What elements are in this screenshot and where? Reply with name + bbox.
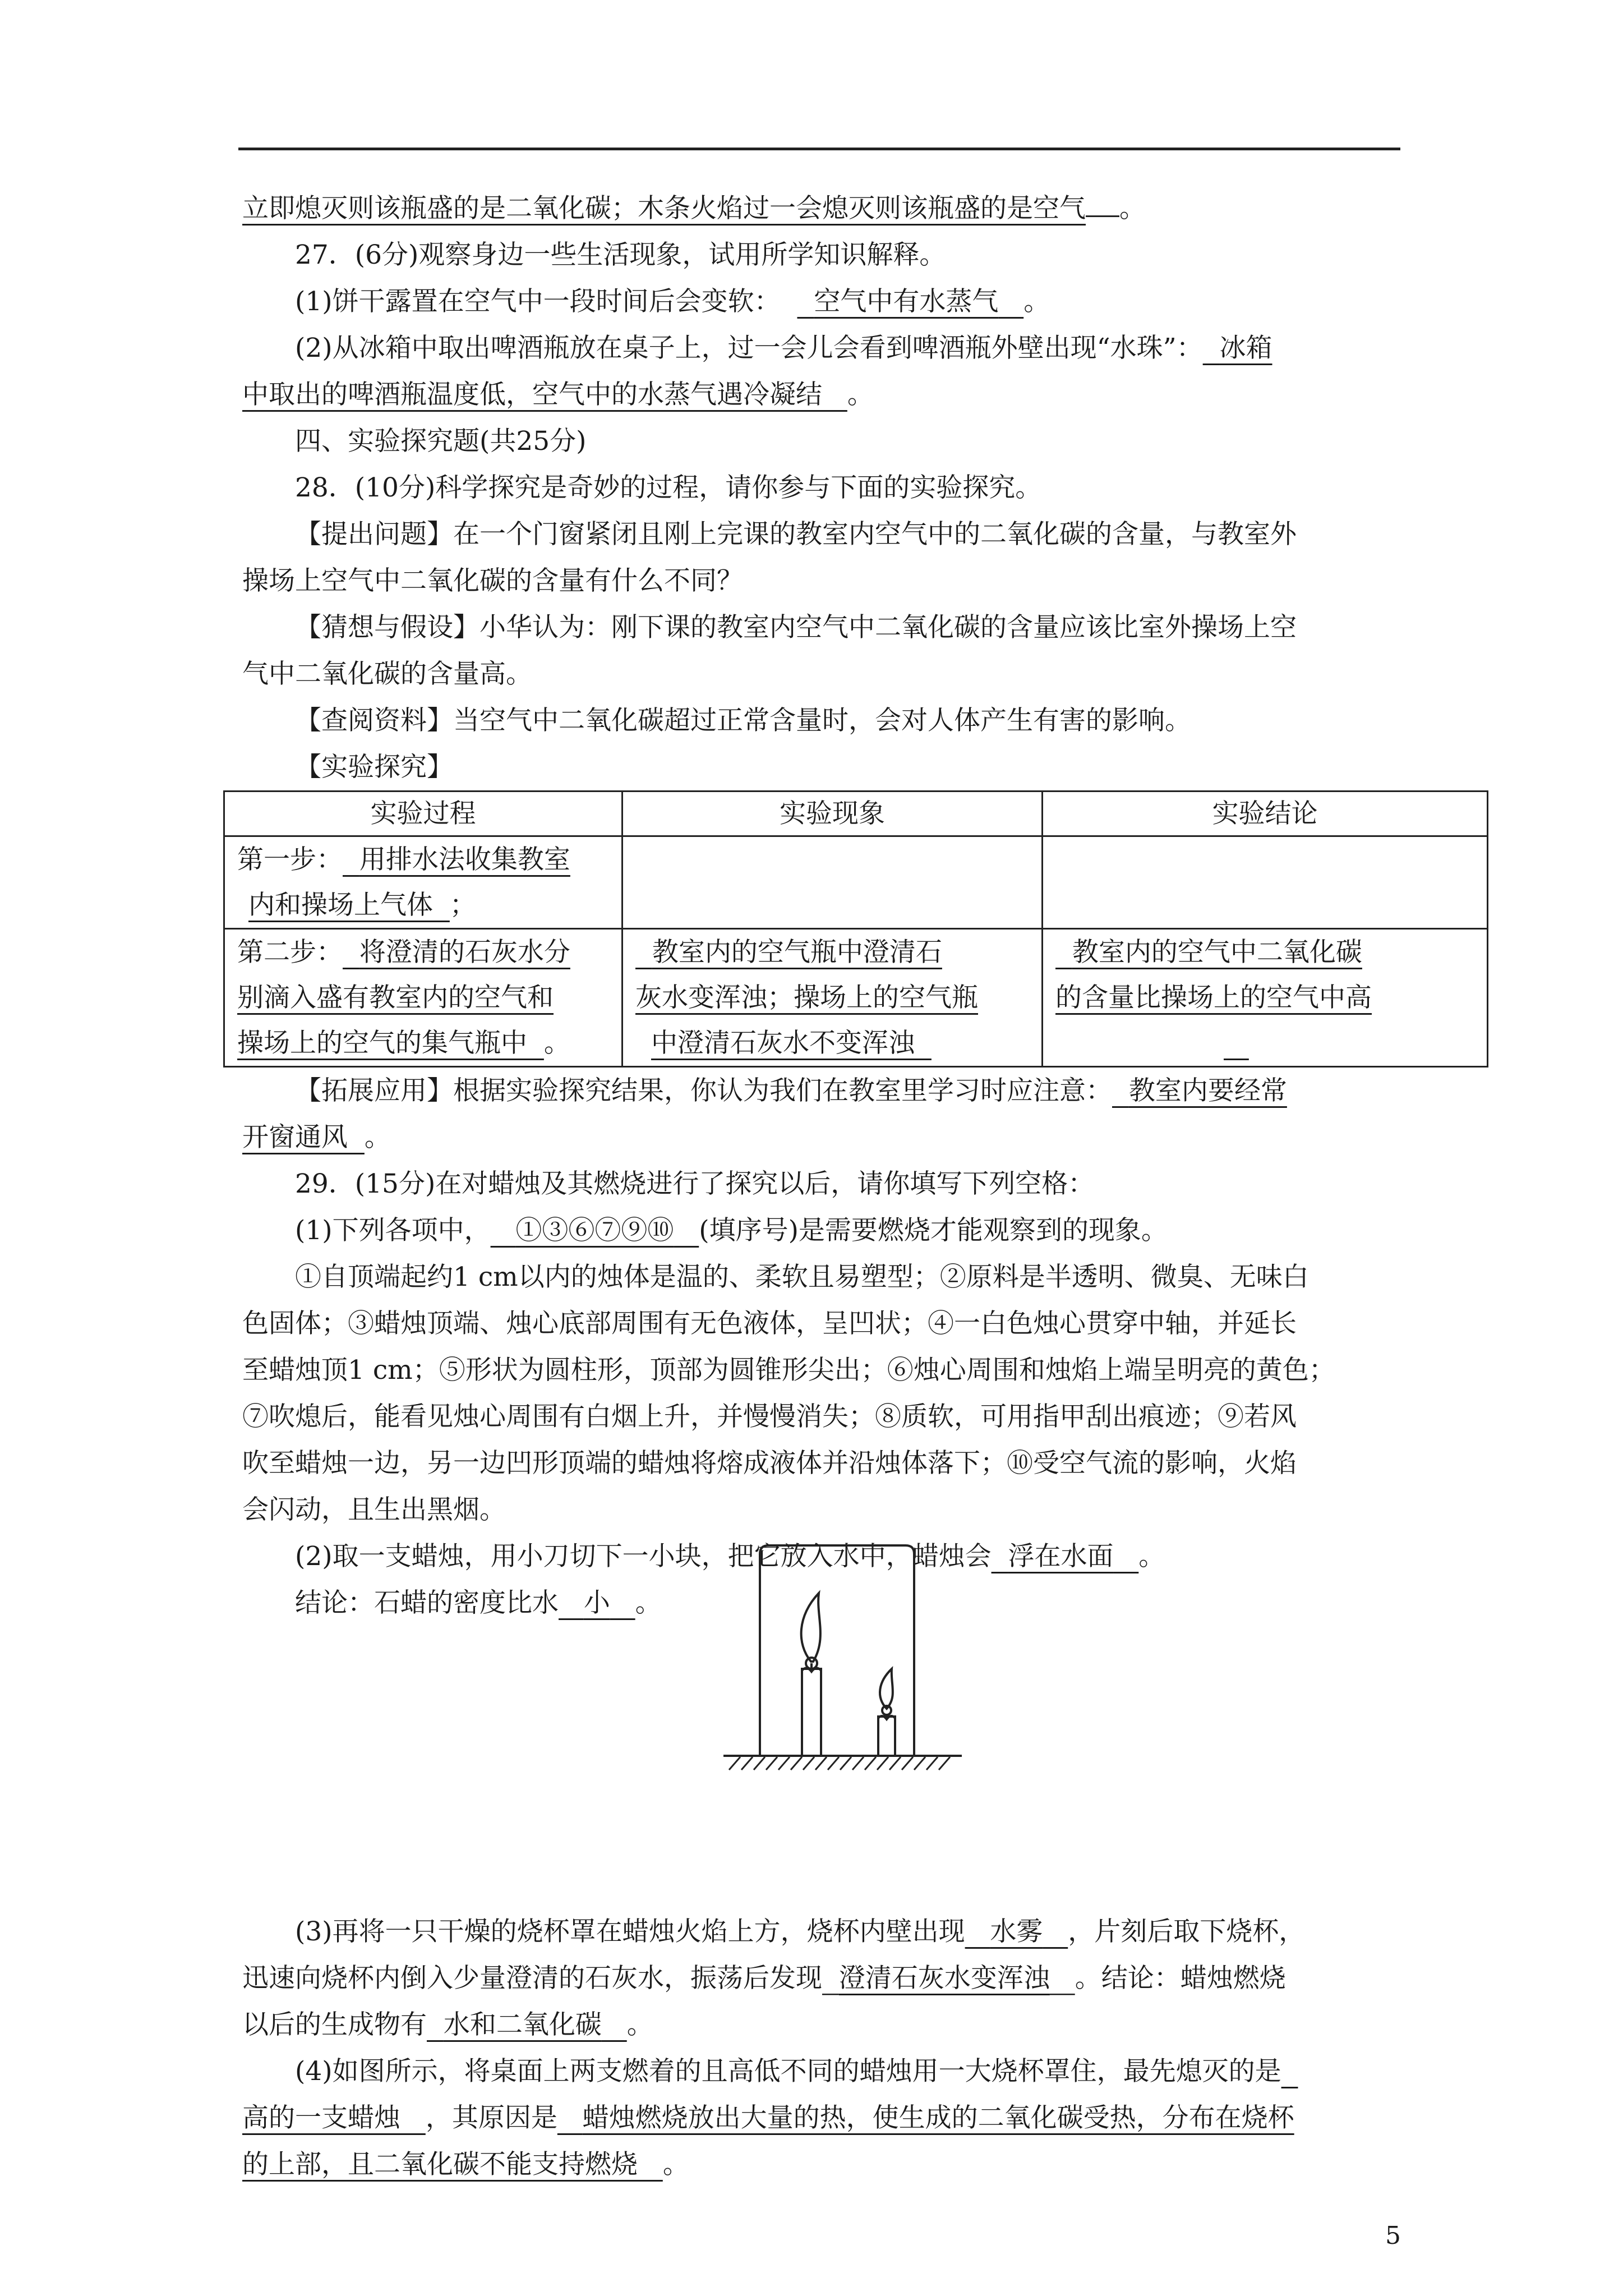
question-29-2: (2)取一支蜡烛，用小刀切下一小块，把它放入水中，蜡烛会 浮在水面 。 xyxy=(295,1541,1165,1572)
table-cell: 教室内的空气瓶中澄清石 灰水变浑浊；操场上的空气瓶 中澄清石灰水不变浑浊 xyxy=(623,929,1043,1067)
table-row xyxy=(224,929,1488,1067)
question-27-1: (1)饼干露置在空气中一段时间后会变软： 空气中有水蒸气 。 xyxy=(295,286,1050,317)
question-29-3: (3)再将一只干燥的烧杯罩在蜡烛火焰上方，烧杯内壁出现 水雾 ，片刻后取下烧杯， xyxy=(295,1916,1306,1947)
answer: 蜡烛燃烧放出大量的热，使生成的二氧化碳受热，分布在烧杯 xyxy=(582,2102,1294,2133)
question-28-title: 28．(10分)科学探究是奇妙的过程，请你参与下面的实验探究。 xyxy=(295,472,1042,503)
question-28-experiment-heading: 【实验探究】 xyxy=(295,752,453,783)
answer: 开窗通风 xyxy=(242,1122,348,1153)
answer: 冰箱 xyxy=(1219,333,1272,364)
question-29-2-conclusion: 结论：石蜡的密度比水 小 。 xyxy=(295,1588,662,1618)
table-cell: 第一步： 用排水法收集教室 内和操场上气体 ； xyxy=(224,836,623,929)
answer: 澄清石灰水变浑浊 xyxy=(838,1963,1050,1994)
answer: 空气中有水蒸气 xyxy=(814,286,999,317)
question-29-title: 29．(15分)在对蜡烛及其燃烧进行了探究以后，请你填写下列空格： xyxy=(295,1168,1095,1199)
table-header: 实验现象 xyxy=(623,792,1043,836)
question-28-extension: 【拓展应用】根据实验探究结果，你认为我们在教室里学习时应注意： 教室内要经常 xyxy=(295,1075,1287,1106)
experiment-table xyxy=(223,790,1488,1068)
answer: 水雾 xyxy=(990,1916,1043,1947)
question-27-2: (2)从冰箱中取出啤酒瓶放在桌子上，过一会儿会看到啤酒瓶外壁出现“水珠”： 冰箱 xyxy=(295,333,1272,364)
question-28-problem: 【提出问题】在一个门窗紧闭且刚上完课的教室内空气中的二氧化碳的含量，与教室外 xyxy=(295,519,1297,550)
question-29-4-cont: 高的一支蜡烛 ，其原因是 蜡烛燃烧放出大量的热，使生成的二氧化碳受热，分布在烧杯 xyxy=(242,2102,1294,2133)
table-row xyxy=(224,836,1488,929)
question-28-extension-cont: 开窗通风 。 xyxy=(242,1122,391,1153)
text-line: 立即熄灭则该瓶盛的是二氧化碳；木条火焰过一会熄灭则该瓶盛的是空气 。 xyxy=(242,193,1146,224)
answer: 中取出的啤酒瓶温度低，空气中的水蒸气遇冷凝结 xyxy=(242,379,822,410)
question-28-problem-cont: 操场上空气中二氧化碳的含量有什么不同？ xyxy=(242,565,743,596)
table-header-row xyxy=(224,792,1488,836)
option-text: ⑦吹熄后，能看见烛心周围有白烟上升，并慢慢消失；⑧质软，可用指甲刮出痕迹；⑨若风 xyxy=(242,1401,1297,1432)
answer: 浮在水面 xyxy=(1008,1541,1114,1572)
answer: 立即熄灭则该瓶盛的是二氧化碳；木条火焰过一会熄灭则该瓶盛的是空气 xyxy=(242,193,1086,224)
option-text: 吹至蜡烛一边，另一边凹形顶端的蜡烛将熔成液体并沿烛体落下；⑩受空气流的影响，火焰 xyxy=(242,1448,1297,1479)
document-body xyxy=(237,185,1398,2188)
question-29-4: (4)如图所示，将桌面上两支燃着的且高低不同的蜡烛用一大烧杯罩住，最先熄灭的是 xyxy=(295,2056,1281,2087)
question-29-3-cont: 以后的生成物有 水和二氧化碳 。 xyxy=(242,2009,653,2040)
option-text: 至蜡烛顶1 cm；⑤形状为圆柱形，顶部为圆锥形尖出；⑥烛心周围和烛焰上端呈明亮的黄色； xyxy=(242,1355,1335,1386)
question-28-hypothesis-cont: 气中二氧化碳的含量高。 xyxy=(242,659,532,689)
table-header: 实验过程 xyxy=(224,792,623,836)
answer: ①③⑥⑦⑨⑩ xyxy=(515,1215,674,1246)
section-4-title: 四、实验探究题(共25分) xyxy=(295,426,587,457)
answer: 的上部，且二氧化碳不能支持燃烧 xyxy=(242,2149,638,2180)
page-number: 5 xyxy=(1385,2221,1401,2250)
answer: 小 xyxy=(583,1588,610,1618)
answer: 水和二氧化碳 xyxy=(443,2009,602,2040)
table-cell: 第二步： 将澄清的石灰水分 别滴入盛有教室内的空气和 操场上的空气的集气瓶中 。 xyxy=(224,929,623,1067)
question-29-1: (1)下列各项中， ①③⑥⑦⑨⑩ (填序号)是需要燃烧才能观察到的现象。 xyxy=(295,1215,1168,1246)
question-29-3-cont: 迅速向烧杯内倒入少量澄清的石灰水，振荡后发现 澄清石灰水变浑浊 。结论：蜡烛燃烧 xyxy=(242,1963,1286,1994)
question-27-2-cont: 中取出的啤酒瓶温度低，空气中的水蒸气遇冷凝结 。 xyxy=(242,379,874,410)
header-rule xyxy=(238,148,1400,150)
answer: 教室内要经常 xyxy=(1128,1075,1287,1106)
option-text: 色固体；③蜡烛顶端、烛心底部周围有无色液体，呈凹状；④一白色烛心贯穿中轴，并延长 xyxy=(242,1308,1297,1339)
table-header: 实验结论 xyxy=(1043,792,1488,836)
question-28-reference: 【查阅资料】当空气中二氧化碳超过正常含量时，会对人体产生有害的影响。 xyxy=(295,705,1191,736)
candles-under-beaker-figure xyxy=(712,1537,976,1784)
table-cell: 教室内的空气中二氧化碳 的含量比操场上的空气中高 xyxy=(1043,929,1488,1067)
table-cell xyxy=(623,836,1043,929)
option-text: 会闪动，且生出黑烟。 xyxy=(242,1494,506,1525)
question-27-title: 27．(6分)观察身边一些生活现象，试用所学知识解释。 xyxy=(295,240,946,270)
answer: 高的一支蜡烛 xyxy=(242,2102,400,2133)
option-text: ①自顶端起约1 cm以内的烛体是温的、柔软且易塑型；②原料是半透明、微臭、无味白 xyxy=(295,1262,1309,1292)
question-29-4-cont: 的上部，且二氧化碳不能支持燃烧 。 xyxy=(242,2149,689,2180)
question-28-hypothesis: 【猜想与假设】小华认为：刚下课的教室内空气中二氧化碳的含量应该比室外操场上空 xyxy=(295,612,1297,643)
table-cell xyxy=(1043,836,1488,929)
